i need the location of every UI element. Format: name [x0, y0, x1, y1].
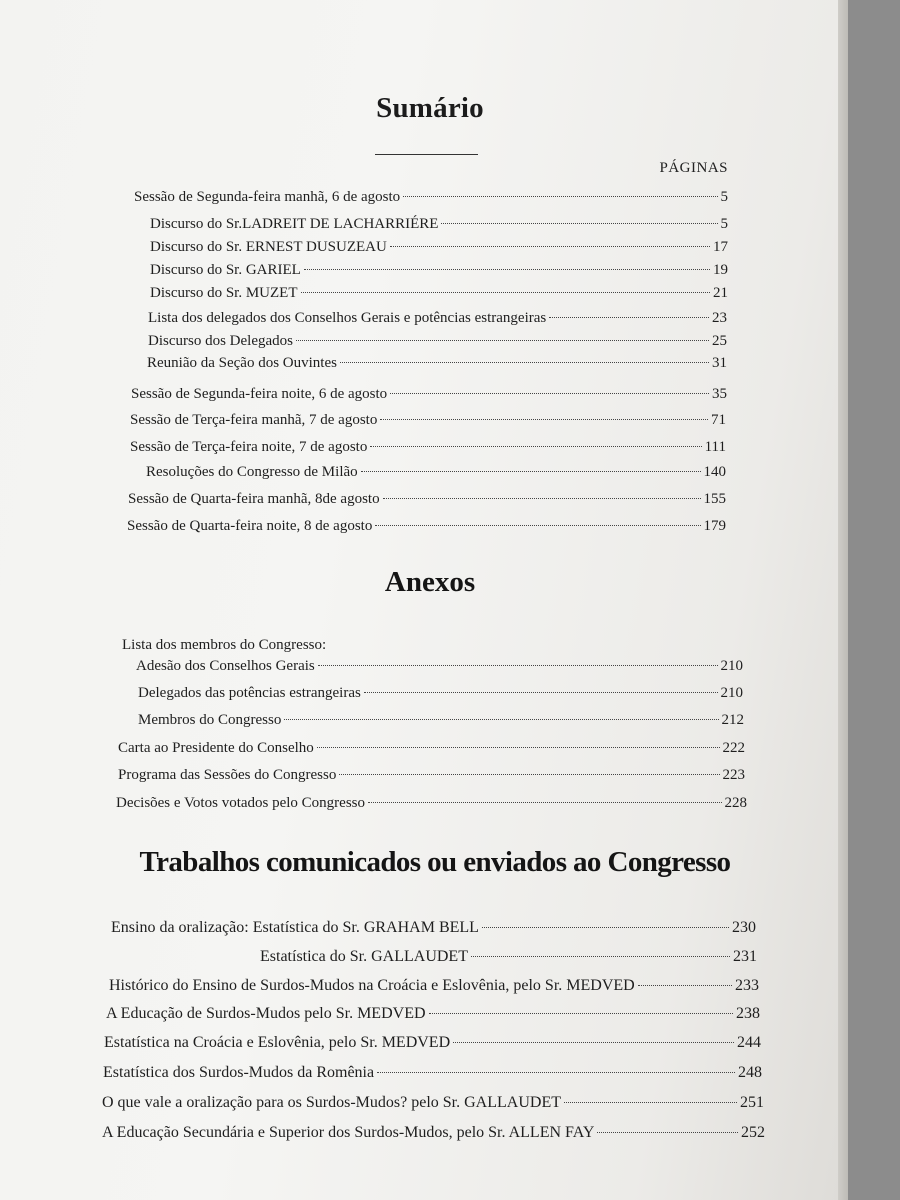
sumario-entry-page: 5	[720, 216, 728, 232]
sumario-entry-label: Sessão de Terça-feira noite, 7 de agosto	[130, 439, 368, 455]
dot-leader	[429, 1013, 733, 1014]
sumario-entry	[150, 236, 728, 258]
anexos-entry-label: Delegados das potências estrangeiras	[138, 685, 361, 701]
dot-leader	[370, 446, 701, 447]
dot-leader	[317, 747, 720, 748]
dot-leader	[564, 1102, 737, 1103]
anexos-title: Anexos	[384, 566, 476, 598]
sumario-entry-page: 140	[703, 464, 726, 480]
dot-leader	[390, 246, 710, 247]
sumario-entry-page: 21	[713, 285, 728, 301]
dot-leader	[597, 1132, 738, 1133]
dot-leader	[361, 471, 701, 472]
trabalhos-entry	[109, 975, 759, 997]
dot-leader	[441, 223, 717, 224]
dot-leader	[380, 419, 708, 420]
anexos-entry	[116, 792, 747, 814]
sumario-entry-page: 19	[713, 262, 728, 278]
sumario-entry-page: 71	[711, 412, 726, 428]
trabalhos-entry-label: Ensino da oralização: Estatística do Sr. GRAHAM BELL	[111, 919, 479, 936]
trabalhos-entry-page: 230	[732, 919, 756, 936]
trabalhos-entry-page: 238	[736, 1005, 760, 1022]
sumario-entry-page: 111	[704, 439, 726, 455]
sumario-entry-label: Lista dos delegados dos Conselhos Gerais e potências estrangeiras	[148, 310, 547, 326]
anexos-entry	[118, 737, 745, 759]
trabalhos-entry-page: 252	[741, 1124, 765, 1141]
trabalhos-entry-label: A Educação de Surdos-Mudos pelo Sr. MEDVED	[106, 1005, 426, 1022]
sumario-entry-page: 5	[720, 189, 728, 205]
dot-leader	[301, 292, 711, 293]
sumario-entry-label: Sessão de Terça-feira manhã, 7 de agosto	[130, 412, 378, 428]
dot-leader	[638, 985, 732, 986]
anexos-entry	[136, 655, 743, 677]
anexos-entry	[118, 764, 745, 786]
trabalhos-title: Trabalhos comunicados ou enviados ao Congresso	[139, 846, 731, 878]
anexos-entry-page: 228	[724, 795, 747, 811]
trabalhos-entry-page: 231	[733, 948, 757, 965]
sumario-entry-page: 23	[712, 310, 727, 326]
anexos-entry-page: 210	[720, 685, 743, 701]
dot-leader	[375, 525, 700, 526]
trabalhos-entry-label: Estatística dos Surdos-Mudos da Romênia	[103, 1064, 375, 1081]
anexos-entry-page: 223	[722, 767, 745, 783]
dot-leader	[304, 269, 710, 270]
dot-leader	[453, 1042, 734, 1043]
dot-leader	[318, 665, 718, 666]
sumario-entry-page: 179	[703, 518, 726, 534]
sumario-entry	[148, 330, 727, 352]
trabalhos-entry	[104, 1032, 761, 1054]
sumario-entry-page: 35	[712, 386, 727, 402]
sumario-entry-label: Sessão de Quarta-feira noite, 8 de agosto	[127, 518, 373, 534]
trabalhos-entry	[111, 917, 756, 939]
trabalhos-entry	[106, 1003, 760, 1025]
sumario-entry-label: Discurso do Sr. MUZET	[150, 285, 298, 301]
dot-leader	[368, 802, 721, 803]
dot-leader	[482, 927, 729, 928]
sumario-entry	[127, 515, 726, 537]
sumario-entry-label: Sessão de Segunda-feira noite, 6 de agosto	[131, 386, 388, 402]
dot-leader	[390, 393, 709, 394]
dot-leader	[339, 774, 719, 775]
trabalhos-entry-label: O que vale a oralização para os Surdos-Mudos? pelo Sr. GALLAUDET	[102, 1094, 561, 1111]
anexos-entry-label: Adesão dos Conselhos Gerais	[136, 658, 315, 674]
anexos-entry-label: Decisões e Votos votados pelo Congresso	[116, 795, 366, 811]
trabalhos-entry-label: Estatística do Sr. GALLAUDET	[260, 948, 468, 965]
anexos-intro: Lista dos membros do Congresso:	[122, 637, 327, 653]
sumario-entry	[134, 186, 728, 208]
sumario-entry-page: 17	[713, 239, 728, 255]
sumario-entry	[131, 383, 727, 405]
sumario-entry	[147, 352, 727, 374]
sumario-entry	[128, 488, 726, 510]
dot-leader	[549, 317, 709, 318]
dot-leader	[403, 196, 717, 197]
sumario-entry	[150, 213, 728, 235]
dot-leader	[377, 1072, 735, 1073]
anexos-entry-label: Programa das Sessões do Congresso	[118, 767, 337, 783]
sumario-entry-label: Discurso do Sr. ERNEST DUSUZEAU	[150, 239, 387, 255]
anexos-entry	[138, 709, 744, 731]
trabalhos-entry	[102, 1122, 765, 1144]
page-edge	[838, 0, 848, 1200]
paginas-header: PÁGINAS	[659, 160, 728, 176]
sumario-entry-label: Discurso dos Delegados	[148, 333, 293, 349]
sumario-entry	[150, 259, 728, 281]
sumario-entry-label: Reunião da Seção dos Ouvintes	[147, 355, 337, 371]
trabalhos-entry-page: 248	[738, 1064, 762, 1081]
sumario-entry-label: Sessão de Quarta-feira manhã, 8de agosto	[128, 491, 380, 507]
sumario-entry-page: 25	[712, 333, 727, 349]
trabalhos-entry-label: Histórico do Ensino de Surdos-Mudos na Croácia e Eslovênia, pelo Sr. MEDVED	[109, 977, 635, 994]
sumario-entry-page: 31	[712, 355, 727, 371]
anexos-entry-page: 212	[721, 712, 744, 728]
anexos-entry-page: 210	[720, 658, 743, 674]
trabalhos-entry-label: Estatística na Croácia e Eslovênia, pelo Sr. MEDVED	[104, 1034, 451, 1051]
anexos-entry-label: Membros do Congresso	[138, 712, 282, 728]
dot-leader	[364, 692, 718, 693]
anexos-entry-label: Carta ao Presidente do Conselho	[118, 740, 314, 756]
dot-leader	[383, 498, 701, 499]
title-rule	[375, 154, 478, 155]
sumario-entry-label: Resoluções do Congresso de Milão	[146, 464, 358, 480]
sumario-entry	[130, 409, 726, 431]
anexos-entry-page: 222	[722, 740, 745, 756]
trabalhos-entry-page: 244	[737, 1034, 761, 1051]
sumario-entry-label: Sessão de Segunda-feira manhã, 6 de agosto	[134, 189, 401, 205]
anexos-entry	[138, 682, 743, 704]
sumario-entry-label: Discurso do Sr.LADREIT DE LACHARRIÉRE	[150, 216, 439, 232]
sumario-entry-label: Discurso do Sr. GARIEL	[150, 262, 301, 278]
trabalhos-entry-page: 233	[735, 977, 759, 994]
trabalhos-entry	[260, 946, 757, 968]
dot-leader	[340, 362, 709, 363]
sumario-entry	[146, 461, 726, 483]
trabalhos-entry-page: 251	[740, 1094, 764, 1111]
sumario-entry	[130, 436, 726, 458]
dot-leader	[296, 340, 709, 341]
sumario-entry	[150, 282, 728, 304]
trabalhos-entry	[103, 1062, 762, 1084]
sumario-entry	[148, 307, 727, 329]
trabalhos-entry	[102, 1092, 764, 1114]
trabalhos-entry-label: A Educação Secundária e Superior dos Surdos-Mudos, pelo Sr. ALLEN FAY	[102, 1124, 595, 1141]
sumario-title: Sumário	[376, 92, 484, 124]
dot-leader	[284, 719, 718, 720]
dot-leader	[471, 956, 730, 957]
sumario-entry-page: 155	[703, 491, 726, 507]
